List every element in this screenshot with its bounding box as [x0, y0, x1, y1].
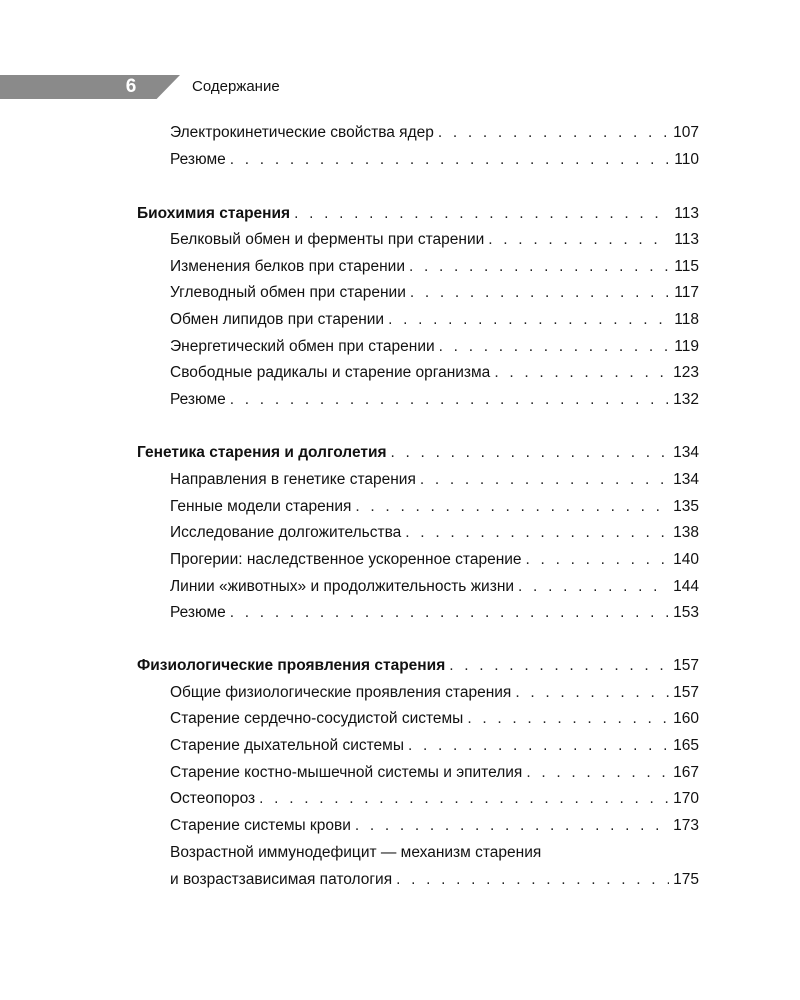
toc-entry-title: Исследование долгожительства — [170, 524, 402, 541]
toc-entry — [170, 816, 699, 836]
toc-entry — [170, 123, 699, 143]
leader-dots — [515, 683, 669, 703]
toc-entry-title: Старение дыхательной системы — [170, 737, 404, 754]
toc-page-number: 117 — [674, 284, 699, 301]
toc-entry-title: Направления в генетике старения — [170, 471, 416, 488]
toc-entry-title: и возрастзависимая патология — [170, 871, 393, 888]
leader-dots — [410, 283, 669, 303]
leader-dots — [439, 337, 669, 357]
toc-section-entry — [137, 656, 699, 676]
running-title: Содержание — [192, 78, 280, 95]
toc-section-title: Физиологические проявления старения — [137, 657, 446, 674]
leader-dots — [409, 257, 669, 277]
toc-page-number: 165 — [673, 737, 699, 754]
leader-dots — [355, 816, 669, 836]
toc-entry — [170, 736, 699, 756]
toc-entry-title: Линии «животных» и продолжительность жизни — [170, 578, 515, 595]
toc-entry-title: Старение сердечно-сосудистой системы — [170, 710, 464, 727]
toc-entry-title: Белковый обмен и ферменты при старении — [170, 231, 485, 248]
toc-entry-title: Энергетический обмен при старении — [170, 338, 435, 355]
leader-dots — [420, 470, 669, 490]
toc-entry-title: Старение системы крови — [170, 817, 351, 834]
toc-page-number: 113 — [674, 231, 699, 248]
toc-entry — [170, 577, 699, 597]
toc-entry-title: Обмен липидов при старении — [170, 311, 385, 328]
toc-page-number: 175 — [673, 871, 699, 888]
toc-entry — [170, 283, 699, 303]
toc-entry — [170, 230, 699, 250]
toc-page-number: 157 — [673, 684, 699, 701]
leader-dots — [488, 230, 669, 250]
toc-entry — [170, 363, 699, 383]
toc-page-number: 144 — [673, 578, 699, 595]
toc-entry-title: Свободные радикалы и старение организма — [170, 364, 491, 381]
leader-dots — [294, 204, 669, 224]
toc-page-number: 134 — [673, 444, 699, 461]
leader-dots — [405, 523, 669, 543]
leader-dots — [518, 577, 669, 597]
toc-page-number: 170 — [673, 790, 699, 807]
page-number: 6 — [125, 76, 137, 97]
toc-entry — [170, 763, 699, 783]
toc-page-number: 167 — [673, 764, 699, 781]
toc-page-number: 123 — [673, 364, 699, 381]
toc-entry — [170, 709, 699, 729]
toc-page-number: 113 — [674, 205, 699, 222]
leader-dots — [526, 550, 669, 570]
toc-entry — [170, 870, 699, 890]
leader-dots — [230, 150, 669, 170]
toc-entry — [170, 390, 699, 410]
toc-page-number: 110 — [674, 151, 699, 168]
toc-page-number: 115 — [674, 258, 699, 275]
toc-entry — [170, 470, 699, 490]
toc-page-number: 119 — [674, 338, 699, 355]
leader-dots — [438, 123, 669, 143]
toc-entry-title: Электрокинетические свойства ядер — [170, 124, 434, 141]
toc-page-number: 134 — [673, 471, 699, 488]
toc-section-title: Генетика старения и долголетия — [137, 444, 387, 461]
leader-dots — [355, 497, 669, 517]
toc-entry — [170, 523, 699, 543]
toc-entry — [170, 789, 699, 809]
toc-page-number: 153 — [673, 604, 699, 621]
toc-entry — [170, 337, 699, 357]
leader-dots — [230, 603, 669, 623]
toc-page-number: 157 — [673, 657, 699, 674]
toc-entry-title: Генные модели старения — [170, 498, 352, 515]
toc-page-number: 135 — [673, 498, 699, 515]
toc-entry-title: Углеводный обмен при старении — [170, 284, 406, 301]
toc-page-number: 138 — [673, 524, 699, 541]
toc-page-number: 160 — [673, 710, 699, 727]
leader-dots — [388, 310, 669, 330]
toc-entry — [170, 257, 699, 277]
toc-entry-title: Резюме — [170, 151, 226, 168]
toc-page-number: 107 — [673, 124, 699, 141]
toc-entry-title: Остеопороз — [170, 790, 256, 807]
toc-entry — [170, 150, 699, 170]
toc-page-number: 132 — [673, 391, 699, 408]
toc-entry-title: Общие физиологические проявления старения — [170, 684, 512, 701]
toc-entry — [170, 550, 699, 570]
toc-entry-title: Изменения белков при старении — [170, 258, 405, 275]
leader-dots — [396, 870, 669, 890]
leader-dots — [230, 390, 669, 410]
leader-dots — [467, 709, 669, 729]
toc-section-entry — [137, 204, 699, 224]
leader-dots — [408, 736, 669, 756]
toc-entry — [170, 603, 699, 623]
toc-entry — [170, 310, 699, 330]
toc-entry-title: Резюме — [170, 604, 226, 621]
leader-dots — [526, 763, 669, 783]
toc-entry-title: Резюме — [170, 391, 226, 408]
leader-dots — [391, 443, 669, 463]
toc-section-title: Биохимия старения — [137, 205, 291, 222]
leader-dots — [449, 656, 669, 676]
toc-entry — [170, 497, 699, 517]
toc-page-number: 140 — [673, 551, 699, 568]
toc-section-entry — [137, 443, 699, 463]
toc-entry-title-line1: Возрастной иммунодефицит — механизм старения — [170, 844, 542, 861]
toc-entry — [170, 683, 699, 703]
leader-dots — [494, 363, 669, 383]
toc-page-number: 118 — [674, 311, 699, 328]
leader-dots — [259, 789, 669, 809]
toc-page-number: 173 — [673, 817, 699, 834]
toc-entry-title: Прогерии: наследственное ускоренное старение — [170, 551, 522, 568]
toc-entry-title: Старение костно-мышечной системы и эпителия — [170, 764, 523, 781]
